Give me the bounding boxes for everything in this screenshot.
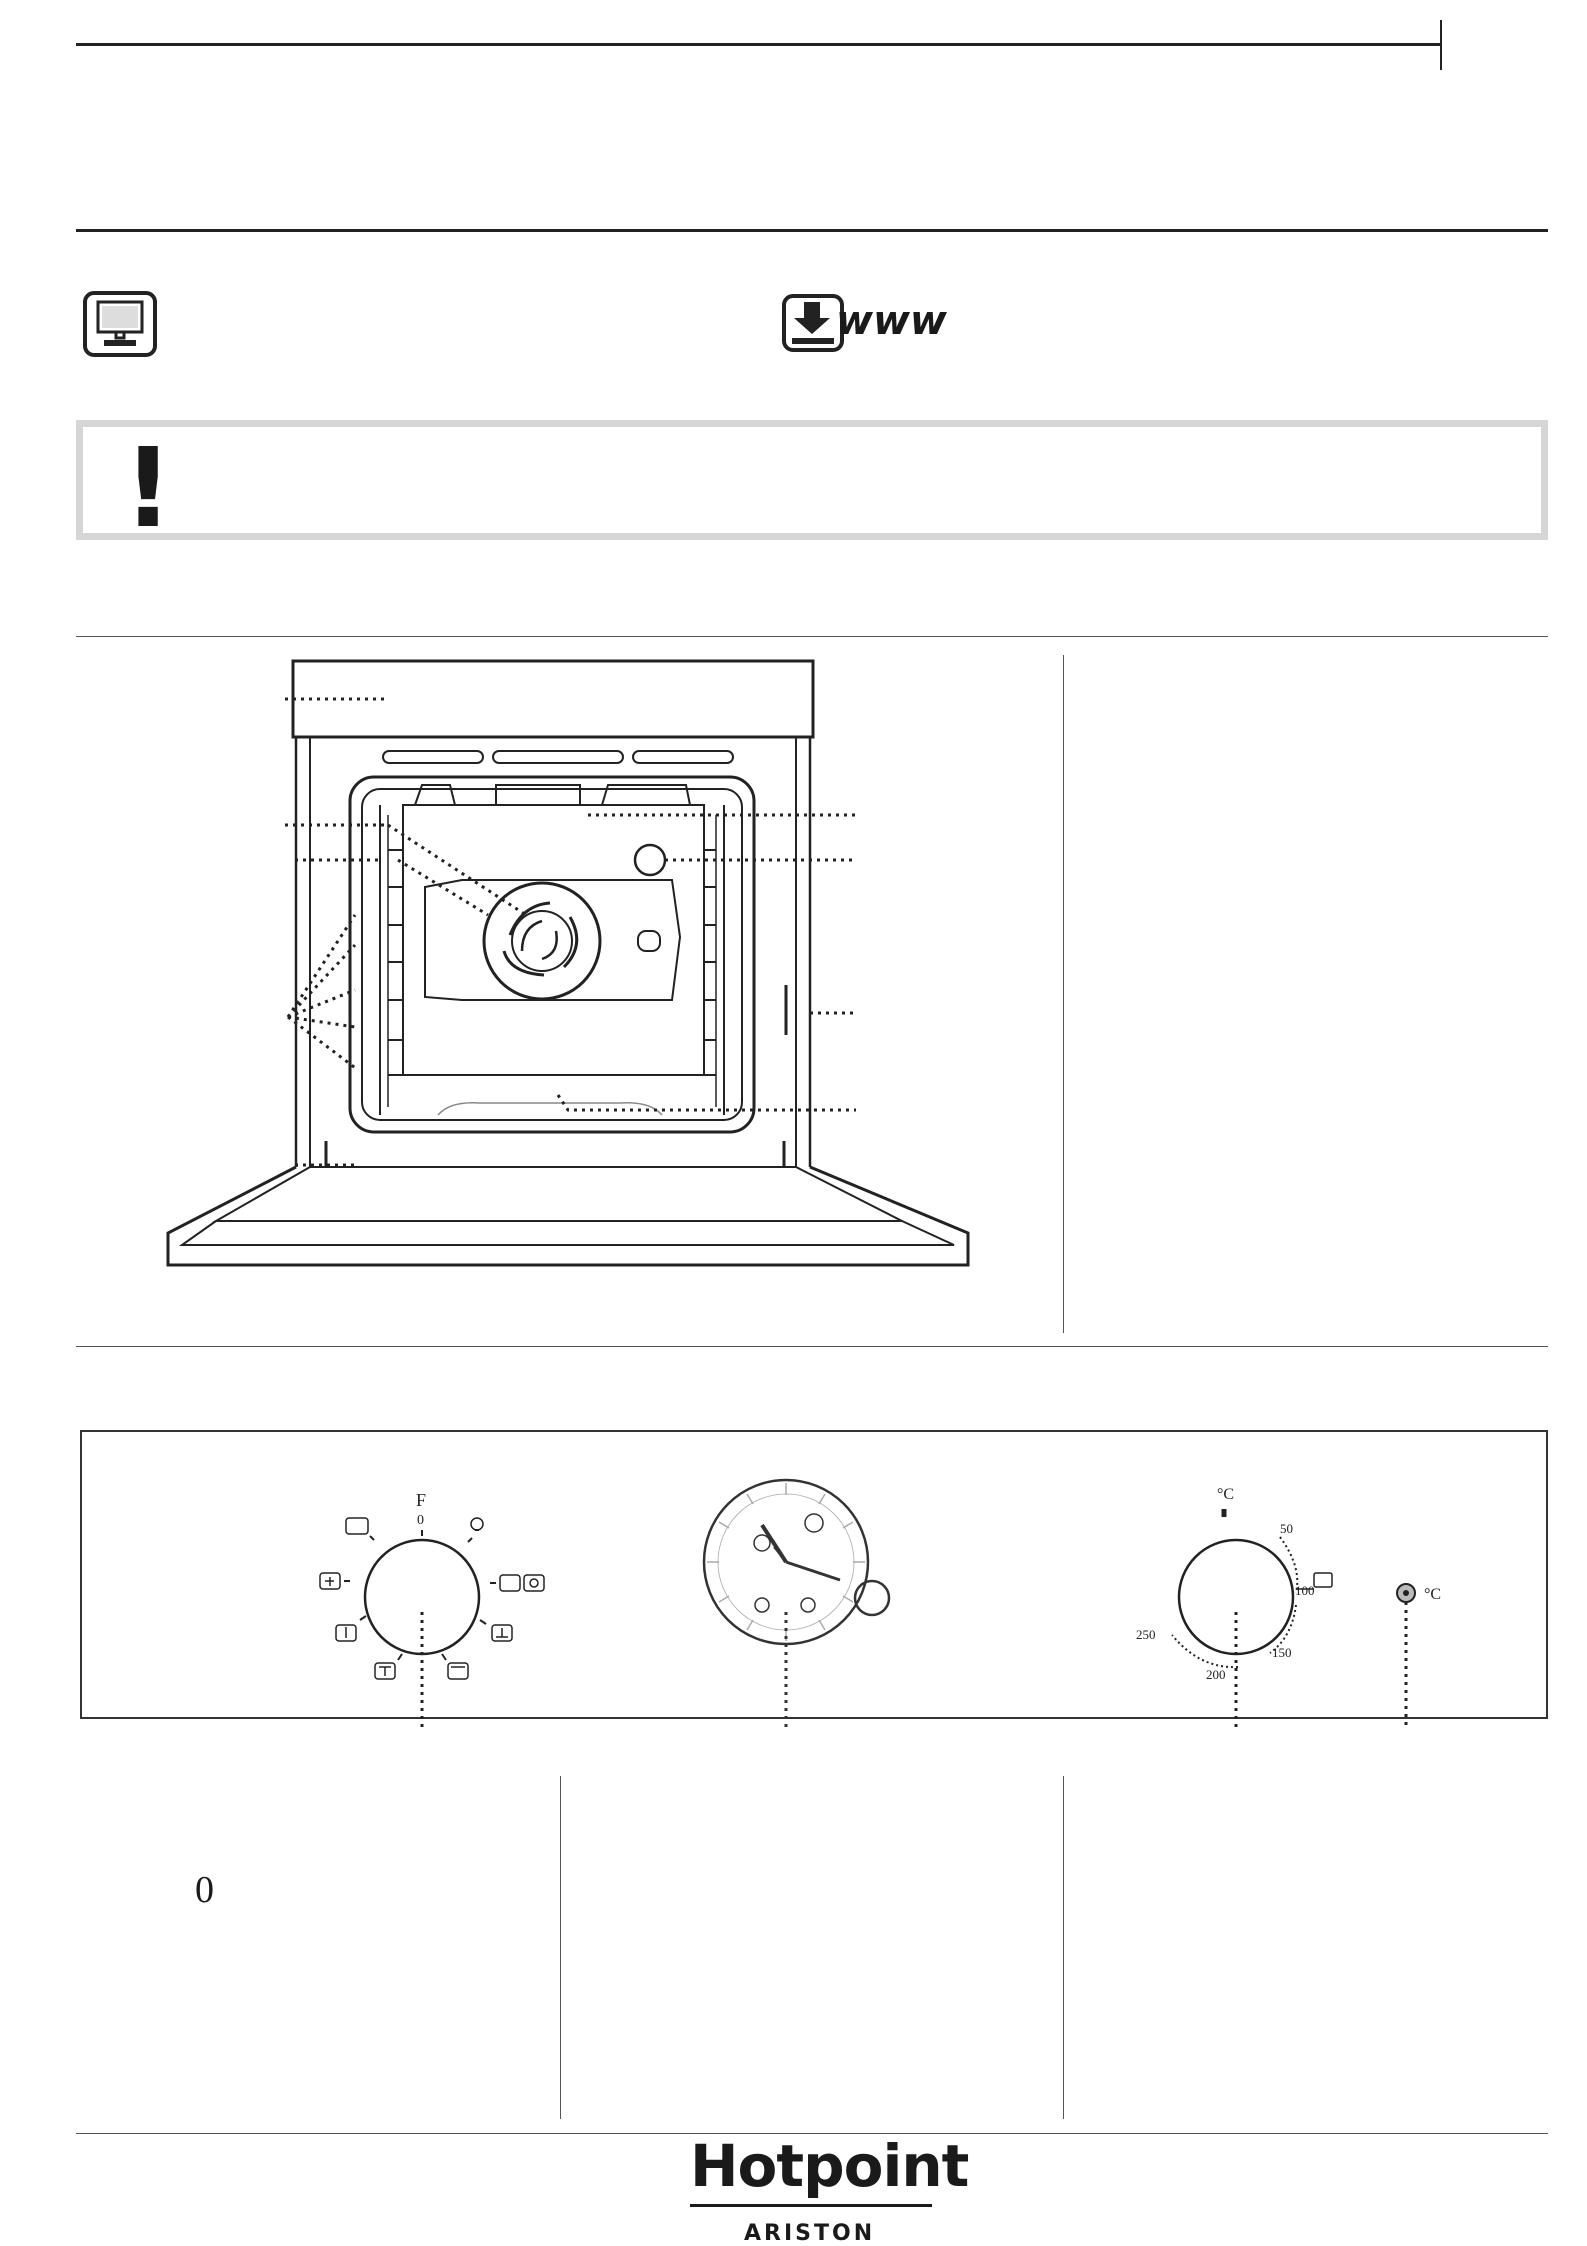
- timer-start-icon: [754, 1535, 770, 1551]
- thermostat-indicator: [1390, 1578, 1470, 1730]
- section-rule-2: [76, 1346, 1548, 1347]
- lamp-icon: [471, 1518, 483, 1530]
- function-conventional-icon: [500, 1575, 520, 1591]
- timer-knob[interactable]: [690, 1455, 910, 1730]
- function-eco-icon: [448, 1663, 468, 1679]
- brand-underline: [690, 2204, 932, 2207]
- top-rule-tick: [1440, 20, 1442, 70]
- warning-box: [76, 420, 1548, 552]
- description-zero: 0: [195, 1869, 214, 1911]
- timer-end-icon: [805, 1514, 823, 1532]
- section-rule-1: [76, 636, 1548, 637]
- brand-sub: ARISTON: [744, 2221, 876, 2246]
- indicator-label: °C: [1424, 1586, 1442, 1603]
- oven-section-divider: [1063, 655, 1064, 1333]
- thermostat-scale-200: 200: [1206, 1667, 1226, 1682]
- thermostat-scale-100: 100: [1295, 1583, 1315, 1598]
- download-icon: [782, 294, 844, 352]
- selector-knob[interactable]: [310, 1480, 570, 1730]
- column-divider-2: [1063, 1776, 1064, 2119]
- monitor-icon: [82, 290, 158, 358]
- timer-clock-icon-right: [801, 1598, 815, 1612]
- thermostat-fan-icon: [1314, 1573, 1332, 1587]
- brand-logo: Hotpoint: [690, 2132, 969, 2200]
- thermostat-scale-150: 150: [1272, 1645, 1292, 1660]
- selector-top-label: F: [416, 1490, 427, 1510]
- oven-illustration: [150, 655, 980, 1275]
- thermostat-scale-50: 50: [1280, 1521, 1293, 1536]
- timer-clock-icon-left: [755, 1598, 769, 1612]
- selector-zero-label: 0: [417, 1513, 424, 1528]
- function-fan-icon: [524, 1575, 544, 1591]
- thermostat-knob[interactable]: [1120, 1475, 1360, 1730]
- top-rule: [76, 43, 1442, 46]
- header-rule: [76, 229, 1548, 232]
- web-label: www: [836, 298, 947, 344]
- warning-icon: !: [123, 424, 174, 552]
- thermostat-unit-label: °C: [1217, 1486, 1235, 1503]
- thermostat-scale-250: 250: [1136, 1627, 1156, 1642]
- function-static-icon: [346, 1518, 368, 1534]
- column-divider-1: [560, 1776, 561, 2119]
